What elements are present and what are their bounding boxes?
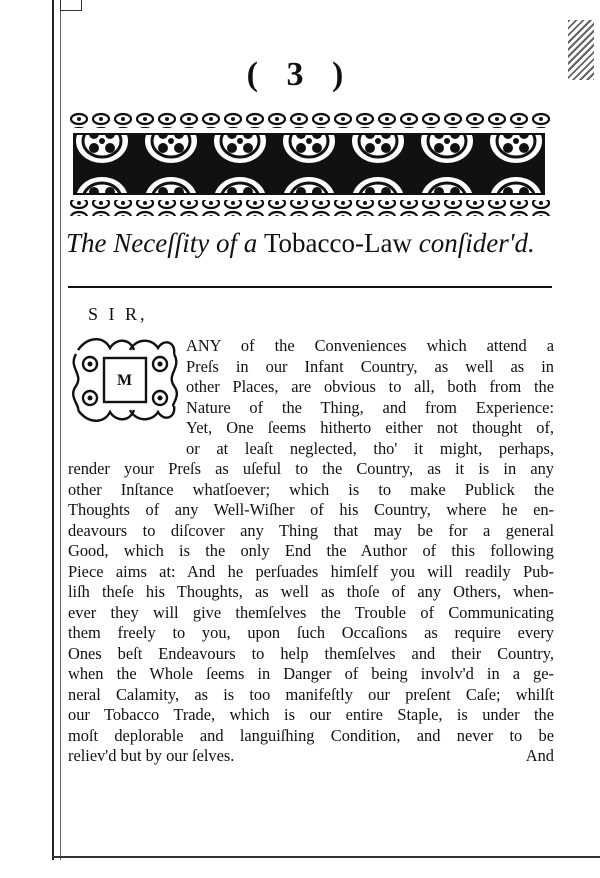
title-rule bbox=[68, 286, 552, 288]
letter-body bbox=[68, 336, 554, 767]
text-line: liſh theſe his Thoughts, as well as thoſe of any Others, when- bbox=[68, 582, 554, 601]
text-line: them freely to you, upon ſuch Occaſions as require every bbox=[68, 623, 554, 642]
text-line: ever they will give themſelves the Trouble of Communicating bbox=[68, 602, 554, 622]
text-line: moſt deplorable and languiſhing Condition, and never to be bbox=[68, 725, 554, 745]
closing-text: reliev'd but by our ſelves. bbox=[68, 746, 235, 765]
drop-cap-letter: M bbox=[117, 372, 133, 389]
page-number: ( 3 ) bbox=[246, 56, 354, 93]
catchword: And bbox=[525, 746, 554, 765]
title-part-1: The Neceſſity of a bbox=[66, 228, 264, 258]
text-line: Ones beſt Endeavours to help themſelves and their Country, bbox=[68, 643, 554, 663]
title-part-3: conſider'd. bbox=[411, 228, 535, 258]
text-line: other Inſtance whatſoever; which is to make Publick the bbox=[68, 479, 554, 499]
ornamental-headpiece bbox=[68, 112, 550, 216]
scan-page-edge bbox=[52, 0, 61, 860]
text-line: Nature of the Thing, and from Experience: bbox=[186, 397, 554, 417]
text-line: or at leaſt neglected, tho' it might, perhaps, bbox=[186, 438, 554, 458]
text-line: deavours to diſcover any Thing that may be for a general bbox=[68, 520, 554, 540]
salutation: S I R, bbox=[88, 304, 148, 324]
text-line: Yet, One ſeems hitherto either not thought of, bbox=[186, 418, 554, 437]
scan-tab bbox=[60, 0, 82, 11]
text-line: ANY of the Conveniences which attend a bbox=[186, 336, 554, 355]
text-line: neral Calamity, as is too manifeſtly our preſent Caſe; whilſt bbox=[68, 684, 554, 704]
text-line: Thoughts of any Well-Wiſher of his Country, where he en- bbox=[68, 500, 554, 519]
text-line: Good, which is the only End the Author of this following bbox=[68, 541, 554, 560]
article-title bbox=[66, 228, 566, 259]
text-line: render your Preſs as uſeful to the Country, as it is in any bbox=[68, 459, 554, 478]
text-line: Piece aims at: And he perſuades himſelf you will readily Pub- bbox=[68, 561, 554, 581]
text-line: when the Whole ſeems in Danger of being involv'd in a ge- bbox=[68, 664, 554, 683]
title-part-2: Tobacco-Law bbox=[263, 228, 412, 258]
text-line: Preſs in our Infant Country, as well as in bbox=[186, 356, 554, 376]
text-line: other Places, are obvious to all, both from the bbox=[186, 377, 554, 396]
scan-bottom-edge bbox=[52, 856, 600, 861]
text-line: our Tobacco Trade, which is our entire Staple, is under the bbox=[68, 705, 554, 724]
text-line-last bbox=[68, 746, 554, 767]
